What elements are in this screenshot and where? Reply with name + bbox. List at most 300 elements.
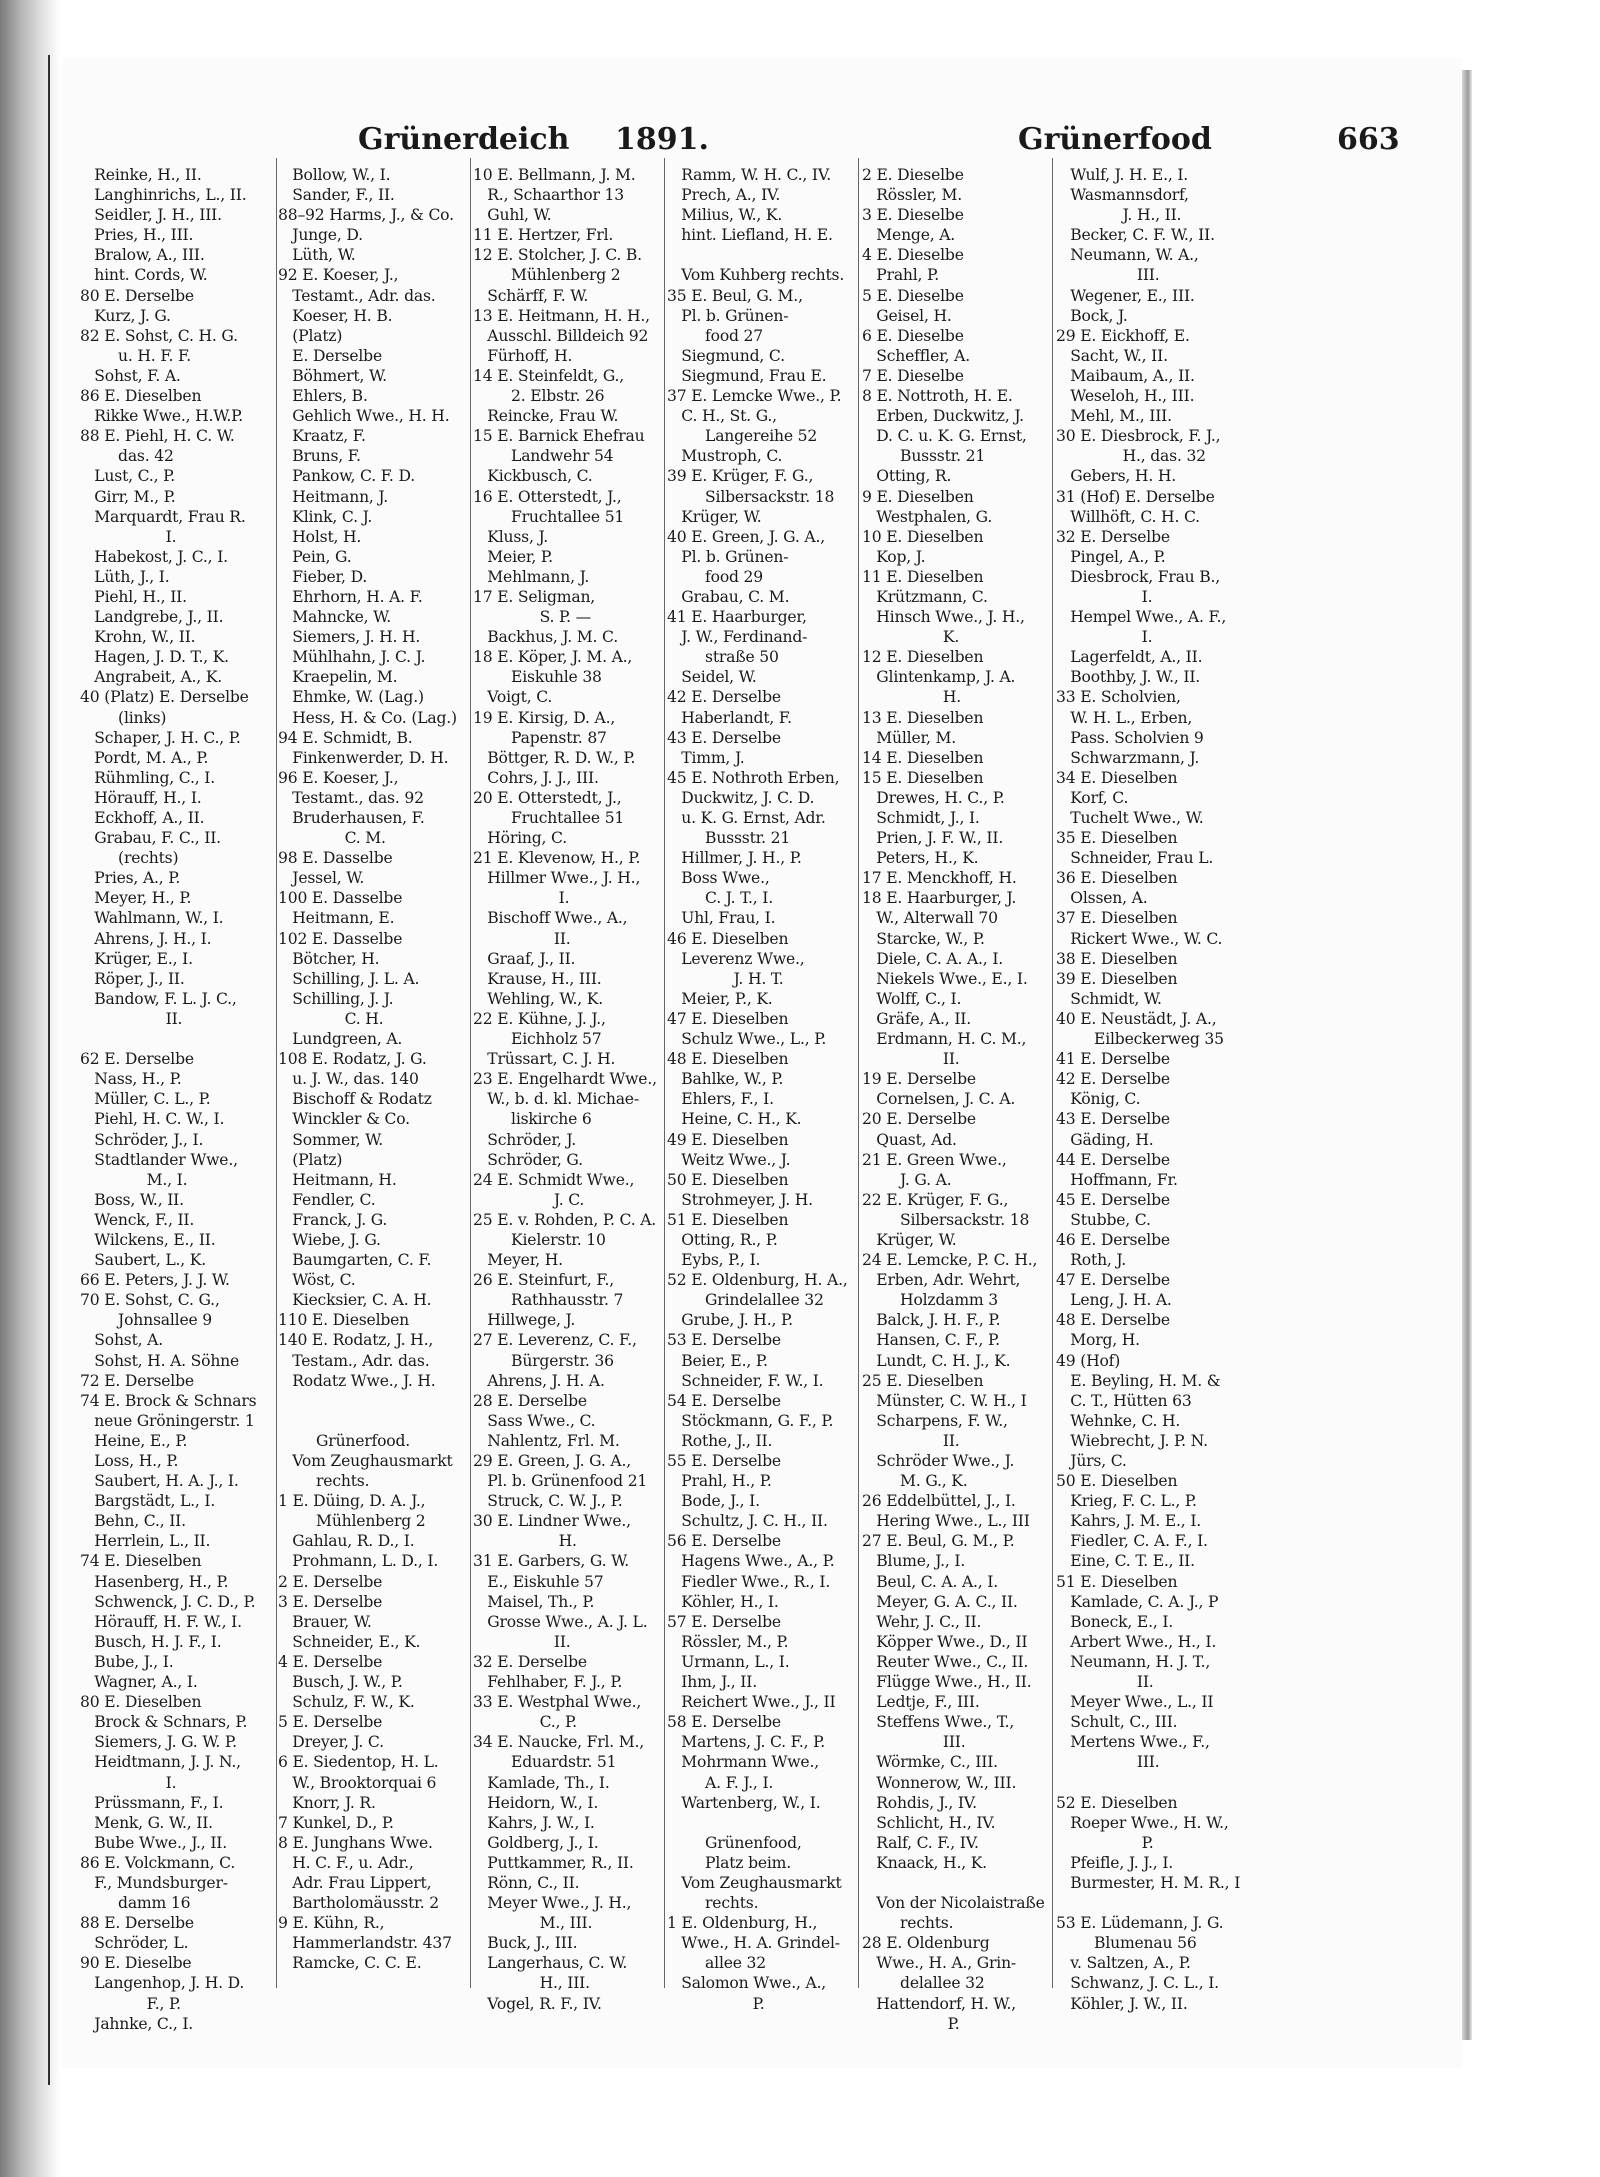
- directory-entry: Knaack, H., K.: [862, 1853, 987, 1872]
- directory-entry: Kop, J.: [862, 547, 926, 566]
- directory-entry: I.: [1056, 587, 1153, 606]
- directory-entry: Voigt, C.: [473, 688, 553, 707]
- directory-entry: 27 E. Leverenz, C. F.,: [473, 1331, 637, 1350]
- directory-entry: 33 E. Westphal Wwe.,: [473, 1693, 642, 1712]
- directory-entry: 45 E. Derselbe: [1056, 1190, 1170, 1209]
- directory-entry: Behn, C., II.: [80, 1512, 186, 1531]
- directory-entry: 42 E. Derselbe: [1056, 1070, 1170, 1089]
- directory-entry: Fruchtallee 51: [473, 507, 625, 526]
- directory-entry: Milius, W., K.: [667, 206, 783, 225]
- directory-entry: Morg, H.: [1056, 1331, 1140, 1350]
- directory-entry: 40 E. Green, J. G. A.,: [667, 527, 825, 546]
- directory-entry: P.: [1056, 1833, 1154, 1852]
- directory-entry: 44 E. Derselbe: [1056, 1150, 1170, 1169]
- directory-entry: J. C.: [473, 1190, 585, 1209]
- directory-entry: Ralf, C. F., IV.: [862, 1833, 979, 1852]
- directory-entry: Duckwitz, J. C. D.: [667, 788, 815, 807]
- directory-entry: Mertens Wwe., F.,: [1056, 1733, 1210, 1752]
- directory-entry: u. K. G. Ernst, Adr.: [667, 809, 826, 827]
- directory-entry: H.: [862, 688, 962, 707]
- directory-column-6: [1056, 165, 1244, 2014]
- directory-entry: Köhler, J. W., II.: [1056, 1994, 1188, 2013]
- directory-entry: Langhinrichs, L., II.: [80, 186, 247, 205]
- directory-entry: 2 E. Derselbe: [278, 1572, 383, 1591]
- directory-entry: Eine, C. T. E., II.: [1056, 1552, 1195, 1571]
- directory-entry: II.: [862, 1431, 960, 1450]
- directory-entry: 43 E. Derselbe: [1056, 1110, 1170, 1129]
- directory-entry: 27 E. Beul, G. M., P.: [862, 1532, 1015, 1551]
- directory-entry: 88 E. Derselbe: [80, 1914, 194, 1933]
- directory-entry: Hempel Wwe., A. F.,: [1056, 608, 1227, 627]
- directory-entry: Ausschl. Billdeich 92: [473, 326, 649, 345]
- directory-entry: u. H. F. F.: [80, 346, 191, 365]
- directory-entry: damm 16: [80, 1894, 191, 1913]
- directory-entry: Trüssart, C. J. H.: [473, 1050, 616, 1069]
- directory-entry: Kamlade, C. A. J., P: [1056, 1592, 1219, 1611]
- directory-entry: 74 E. Brock & Schnars: [80, 1391, 257, 1410]
- directory-entry: Schilling, J. J.: [278, 989, 394, 1008]
- directory-entry: Adr. Frau Lippert,: [278, 1873, 432, 1892]
- directory-entry: Schröder, J., I.: [80, 1130, 204, 1149]
- directory-entry: Sohst, F. A.: [80, 366, 181, 385]
- directory-entry: Diesbrock, Frau B.,: [1056, 567, 1221, 586]
- directory-entry: Brock & Schnars, P.: [80, 1713, 248, 1732]
- directory-entry: 70 E. Sohst, C. G.,: [80, 1291, 220, 1310]
- directory-entry: Kickbusch, C.: [473, 467, 593, 486]
- directory-entry: 39 E. Dieselben: [1056, 969, 1178, 988]
- directory-entry: Grabau, C. M.: [667, 587, 790, 606]
- directory-entry: Bargstädt, L., I.: [80, 1492, 216, 1511]
- directory-entry: Vom Kuhberg rechts.: [667, 266, 845, 285]
- directory-entry: Schaper, J. H. C., P.: [80, 728, 241, 747]
- directory-entry: Heidorn, W., I.: [473, 1793, 599, 1812]
- directory-entry: Mühlhahn, J. C. J.: [278, 648, 426, 667]
- directory-entry: Geisel, H.: [862, 306, 952, 325]
- directory-entry: Hoffmann, Fr.: [1056, 1170, 1178, 1189]
- directory-entry: Schwenck, J. C. D., P.: [80, 1592, 256, 1611]
- directory-entry: P.: [862, 2014, 960, 2033]
- directory-entry: Eichholz 57: [473, 1030, 602, 1049]
- scan-shadow: [0, 0, 60, 2177]
- directory-entry: J. G. A.: [862, 1170, 952, 1189]
- directory-entry: 8 E. Nottroth, H. E.: [862, 387, 1013, 406]
- directory-entry: Busch, J. W., P.: [278, 1673, 403, 1692]
- directory-entry: Cornelsen, J. C. A.: [862, 1090, 1016, 1109]
- directory-entry: Burmester, H. M. R., I: [1056, 1873, 1241, 1892]
- directory-entry: 23 E. Engelhardt Wwe.,: [473, 1070, 657, 1089]
- directory-entry: Mohrmann Wwe.,: [667, 1753, 819, 1772]
- directory-entry: 34 E. Dieselben: [1056, 768, 1178, 787]
- directory-entry: Krützmann, C.: [862, 587, 988, 606]
- directory-entry: III.: [1056, 266, 1160, 285]
- directory-entry: Holzdamm 3: [862, 1291, 998, 1310]
- directory-entry: 9 E. Dieselben: [862, 487, 974, 506]
- directory-entry: Schlicht, H., IV.: [862, 1813, 996, 1832]
- directory-entry: 11 E. Dieselben: [862, 567, 984, 586]
- directory-entry: Hillwege, J.: [473, 1311, 576, 1330]
- directory-entry: J. H. T.: [667, 969, 784, 988]
- directory-entry: Bötcher, H.: [278, 949, 380, 968]
- directory-entry: Vom Zeughausmarkt: [278, 1452, 453, 1470]
- directory-entry: Seidler, J. H., III.: [80, 206, 222, 225]
- directory-entry: 140 E. Rodatz, J. H.,: [278, 1331, 434, 1350]
- directory-entry: 5 E. Dieselbe: [862, 286, 964, 305]
- directory-entry: Boneck, E., I.: [1056, 1612, 1174, 1631]
- directory-entry: 14 E. Steinfeldt, G.,: [473, 366, 625, 385]
- directory-entry: Mühlenberg 2: [473, 266, 621, 285]
- directory-entry: 12 E. Dieselben: [862, 648, 984, 667]
- directory-entry: 2. Elbstr. 26: [473, 387, 605, 406]
- directory-entry: 22 E. Kühne, J. J.,: [473, 1009, 606, 1028]
- directory-entry: S. P. —: [473, 608, 592, 627]
- directory-entry: Fendler, C.: [278, 1190, 376, 1209]
- directory-entry: Platz beim.: [667, 1853, 792, 1872]
- directory-entry: Pries, H., III.: [80, 226, 194, 245]
- directory-entry: Junge, D.: [278, 226, 363, 245]
- directory-entry: Papenstr. 87: [473, 728, 607, 747]
- directory-entry: Schröder, L.: [80, 1934, 189, 1953]
- directory-entry: H. C. F., u. Adr.,: [278, 1853, 414, 1872]
- directory-entry: Gäding, H.: [1056, 1130, 1154, 1149]
- directory-entry: Puttkammer, R., II.: [473, 1853, 634, 1872]
- directory-entry: 13 E. Heitmann, H. H.,: [473, 306, 650, 325]
- directory-entry: W. H. L., Erben,: [1056, 708, 1193, 727]
- directory-entry: Röper, J., II.: [80, 969, 185, 988]
- directory-entry: Kluss, J.: [473, 527, 549, 546]
- directory-entry: Pl. b. Grünenfood 21: [473, 1472, 648, 1491]
- directory-entry: Wagner, A., I.: [80, 1673, 198, 1692]
- directory-entry: 54 E. Derselbe: [667, 1391, 781, 1410]
- directory-entry: Sass Wwe., C.: [473, 1411, 596, 1430]
- directory-entry: Wasmannsdorf,: [1056, 186, 1189, 205]
- directory-entry: Klink, C. J.: [278, 507, 373, 526]
- directory-entry: 3 E. Dieselbe: [862, 206, 964, 225]
- directory-entry: C., P.: [473, 1713, 577, 1732]
- directory-entry: Leng, J. H. A.: [1056, 1291, 1172, 1310]
- directory-entry: Kahrs, J. W., I.: [473, 1813, 595, 1832]
- directory-entry: Wegener, E., III.: [1056, 286, 1195, 305]
- directory-entry: hint. Liefland, H. E.: [667, 226, 833, 245]
- directory-entry: D. C. u. K. G. Ernst,: [862, 427, 1027, 446]
- directory-entry: 35 E. Beul, G. M.,: [667, 286, 803, 305]
- directory-entry: Bock, J.: [1056, 306, 1128, 325]
- directory-entry: Schmidt, W.: [1056, 989, 1162, 1008]
- directory-entry: Hattendorf, H. W.,: [862, 1994, 1017, 2013]
- directory-entry: 49 (Hof): [1056, 1351, 1121, 1370]
- directory-entry: Bode, J., I.: [667, 1492, 760, 1511]
- directory-entry: Bahlke, W., P.: [667, 1070, 784, 1089]
- directory-entry: Reincke, Frau W.: [473, 407, 619, 426]
- directory-entry: Bussstr. 21: [862, 447, 986, 466]
- directory-entry: Hansen, C. F., P.: [862, 1331, 1000, 1350]
- directory-entry: rechts.: [278, 1472, 370, 1491]
- directory-entry: 8 E. Junghans Wwe.: [278, 1833, 433, 1852]
- directory-entry: Reuter Wwe., C., II.: [862, 1652, 1029, 1671]
- directory-entry: 25 E. Dieselben: [862, 1371, 984, 1390]
- directory-entry: Siemers, J. G. W. P.: [80, 1733, 237, 1752]
- directory-entry: 34 E. Naucke, Frl. M.,: [473, 1733, 645, 1752]
- directory-entry: Wöst, C.: [278, 1271, 356, 1290]
- directory-entry: Backhus, J. M. C.: [473, 628, 618, 647]
- directory-entry: Krieg, F. C. L., P.: [1056, 1492, 1197, 1511]
- directory-entry: Weitz Wwe., J.: [667, 1150, 791, 1169]
- directory-entry: Mustroph, C.: [667, 447, 783, 466]
- column-rule: [276, 158, 277, 1988]
- directory-entry: Roeper Wwe., H. W.,: [1056, 1813, 1229, 1832]
- directory-entry: Goldberg, J., I.: [473, 1833, 599, 1852]
- page-edge: [1462, 70, 1472, 2040]
- directory-entry: 31 (Hof) E. Derselbe: [1056, 487, 1215, 506]
- directory-entry: Schmidt, J., I.: [862, 809, 980, 827]
- header-right: Grünerfood: [1018, 122, 1212, 157]
- directory-entry: Scheffler, A.: [862, 346, 970, 365]
- directory-entry: food 27: [667, 326, 763, 345]
- directory-entry: Hagens Wwe., A., P.: [667, 1552, 835, 1571]
- directory-entry: II.: [862, 1050, 960, 1069]
- directory-entry: 74 E. Dieselben: [80, 1552, 202, 1571]
- directory-entry: Winckler & Co.: [278, 1110, 410, 1129]
- directory-entry: H., das. 32: [1056, 447, 1206, 466]
- directory-entry: Bollow, W., I.: [278, 166, 391, 184]
- directory-entry: Wehling, W., K.: [473, 989, 603, 1008]
- directory-entry: Lust, C., P.: [80, 467, 175, 486]
- page-header: [100, 122, 1445, 162]
- directory-entry: Schwanz, J. C. L., I.: [1056, 1974, 1219, 1993]
- directory-entry: C. H.: [278, 1009, 384, 1028]
- directory-entry: Koeser, H. B.: [278, 306, 393, 325]
- directory-entry: König, C.: [1056, 1090, 1141, 1109]
- directory-entry: Balck, J. H. F., P.: [862, 1311, 1001, 1330]
- directory-entry: 35 E. Dieselben: [1056, 829, 1178, 848]
- directory-entry: 94 E. Schmidt, B.: [278, 728, 413, 747]
- directory-entry: Prohmann, L. D., I.: [278, 1552, 439, 1571]
- directory-entry: III.: [862, 1733, 966, 1752]
- directory-entry: 42 E. Derselbe: [667, 688, 781, 707]
- directory-entry: Rönn, C., II.: [473, 1873, 580, 1892]
- directory-entry: 66 E. Peters, J. J. W.: [80, 1271, 230, 1290]
- directory-entry: 18 E. Köper, J. M. A.,: [473, 648, 633, 667]
- directory-entry: u. J. W., das. 140: [278, 1070, 419, 1089]
- directory-entry: Von der Nicolaistraße: [862, 1894, 1045, 1913]
- directory-entry: W., Alterwall 70: [862, 909, 998, 928]
- directory-entry: 110 E. Dieselben: [278, 1311, 410, 1330]
- directory-entry: 17 E. Seligman,: [473, 587, 596, 606]
- directory-entry: 30 E. Diesbrock, F. J.,: [1056, 427, 1221, 446]
- directory-entry: straße 50: [667, 648, 779, 667]
- directory-entry: Landgrebe, J., II.: [80, 608, 224, 627]
- directory-entry: Drewes, H. C., P.: [862, 788, 1005, 807]
- directory-entry: Grünenfood,: [667, 1833, 802, 1852]
- directory-entry: Siegmund, Frau E.: [667, 366, 827, 385]
- directory-entry: 26 E. Steinfurt, F.,: [473, 1271, 615, 1290]
- directory-entry: Pass. Scholvien 9: [1056, 728, 1204, 747]
- directory-entry: Pankow, C. F. D.: [278, 467, 415, 486]
- directory-entry: Guhl, W.: [473, 206, 552, 225]
- directory-entry: Buck, J., III.: [473, 1934, 578, 1953]
- directory-entry: Bruderhausen, F.: [278, 809, 425, 827]
- directory-entry: Wilckens, E., II.: [80, 1230, 216, 1249]
- directory-entry: Hess, H. & Co. (Lag.): [278, 708, 457, 727]
- directory-entry: Bralow, A., III.: [80, 246, 205, 265]
- directory-entry: Ehrhorn, H. A. F.: [278, 587, 423, 606]
- directory-entry: Pries, A., P.: [80, 869, 181, 888]
- directory-entry: 13 E. Dieselben: [862, 708, 984, 727]
- directory-entry: Maibaum, A., II.: [1056, 366, 1195, 385]
- directory-entry: Schröder, G.: [473, 1150, 583, 1169]
- directory-entry: Hagen, J. D. T., K.: [80, 648, 229, 667]
- directory-entry: Pl. b. Grünen-: [667, 547, 789, 566]
- directory-entry: 7 E. Dieselbe: [862, 366, 964, 385]
- directory-entry: 29 E. Eickhoff, E.: [1056, 326, 1190, 345]
- directory-entry: neue Gröningerstr. 1: [80, 1411, 255, 1430]
- directory-entry: 41 E. Derselbe: [1056, 1050, 1170, 1069]
- directory-entry: 51 E. Dieselben: [667, 1210, 789, 1229]
- directory-entry: 11 E. Hertzer, Frl.: [473, 226, 614, 245]
- directory-entry: 46 E. Dieselben: [667, 929, 789, 948]
- directory-entry: 19 E. Derselbe: [862, 1070, 976, 1089]
- directory-entry: Meyer Wwe., L., II: [1056, 1693, 1214, 1712]
- directory-entry: C. M.: [278, 829, 386, 848]
- directory-entry: Scharpens, F. W.,: [862, 1411, 1008, 1430]
- directory-entry: Neumann, H. J. T.,: [1056, 1652, 1211, 1671]
- directory-entry: Heine, E., P.: [80, 1431, 188, 1450]
- directory-entry: 48 E. Dieselben: [667, 1050, 789, 1069]
- directory-entry: Boss Wwe.,: [667, 869, 770, 888]
- directory-entry: Gehlich Wwe., H. H.: [278, 407, 450, 426]
- directory-entry: Urmann, L., I.: [667, 1652, 790, 1671]
- directory-entry: 38 E. Dieselben: [1056, 949, 1178, 968]
- directory-entry: Franck, J. G.: [278, 1210, 388, 1229]
- directory-entry: Landwehr 54: [473, 447, 614, 466]
- directory-entry: Kamlade, Th., I.: [473, 1773, 610, 1792]
- directory-entry: 50 E. Dieselben: [1056, 1472, 1178, 1491]
- directory-entry: Lundgreen, A.: [278, 1030, 403, 1049]
- directory-entry: H., III.: [473, 1974, 590, 1993]
- directory-entry: Heine, C. H., K.: [667, 1110, 802, 1129]
- directory-entry: Fieber, D.: [278, 567, 368, 586]
- directory-entry: Ehmke, W. (Lag.): [278, 688, 424, 707]
- directory-entry: Grindelallee 32: [667, 1291, 824, 1310]
- directory-entry: II.: [1056, 1673, 1154, 1692]
- directory-entry: Vogel, R. F., IV.: [473, 1994, 602, 2013]
- directory-entry: Prahl, P.: [862, 266, 939, 285]
- directory-entry: Böhmert, W.: [278, 366, 387, 385]
- directory-entry: Meyer, G. A. C., II.: [862, 1592, 1018, 1611]
- directory-entry: Rothe, J., II.: [667, 1431, 773, 1450]
- directory-entry: Leverenz Wwe.,: [667, 949, 805, 968]
- directory-entry: 19 E. Kirsig, D. A.,: [473, 708, 616, 727]
- directory-entry: 6 E. Siedentop, H. L.: [278, 1753, 439, 1772]
- directory-entry: Eiskuhle 38: [473, 668, 602, 687]
- directory-entry: hint. Cords, W.: [80, 266, 208, 285]
- directory-entry: Fürhoff, H.: [473, 346, 573, 365]
- directory-entry: Uhl, Frau, I.: [667, 909, 776, 928]
- directory-entry: 49 E. Dieselben: [667, 1130, 789, 1149]
- directory-entry: food 29: [667, 567, 763, 586]
- directory-entry: 50 E. Dieselben: [667, 1170, 789, 1189]
- directory-entry: R., Schaarthor 13: [473, 186, 624, 205]
- directory-entry: 46 E. Derselbe: [1056, 1230, 1170, 1249]
- directory-column-5: [862, 165, 1050, 2034]
- directory-entry: 17 E. Menckhoff, H.: [862, 869, 1017, 888]
- directory-entry: Piehl, H., II.: [80, 587, 187, 606]
- directory-column-4: [667, 165, 855, 2014]
- directory-entry: 53 E. Derselbe: [667, 1331, 781, 1350]
- directory-entry: 7 Kunkel, D., P.: [278, 1813, 394, 1832]
- directory-entry: Erben, Duckwitz, J.: [862, 407, 1024, 426]
- directory-entry: 25 E. v. Rohden, P. C. A.: [473, 1210, 657, 1229]
- directory-entry: Rathhausstr. 7: [473, 1291, 624, 1310]
- directory-entry: F., Mundsburger-: [80, 1873, 228, 1892]
- directory-entry: 18 E. Haarburger, J.: [862, 889, 1017, 908]
- directory-entry: [80, 1029, 268, 1049]
- directory-entry: Siegmund, C.: [667, 346, 785, 365]
- directory-entry: Kahrs, J. M. E., I.: [1056, 1512, 1202, 1531]
- directory-entry: Krüger, W.: [862, 1230, 957, 1249]
- directory-entry: Wenck, F., II.: [80, 1210, 195, 1229]
- directory-entry: Steffens Wwe., T.,: [862, 1713, 1015, 1732]
- directory-entry: E. Beyling, H. M. &: [1056, 1371, 1221, 1390]
- directory-entry: 32 E. Derselbe: [473, 1652, 587, 1671]
- directory-entry: Schneider, Frau L.: [1056, 849, 1214, 868]
- directory-entry: Otting, R., P.: [667, 1230, 778, 1249]
- directory-entry: 5 E. Derselbe: [278, 1713, 383, 1732]
- directory-entry: Brauer, W.: [278, 1612, 372, 1631]
- directory-entry: Grube, J. H., P.: [667, 1311, 793, 1330]
- directory-entry: Starcke, W., P.: [862, 929, 985, 948]
- directory-entry: Ramcke, C. C. E.: [278, 1954, 422, 1973]
- directory-entry: Quast, Ad.: [862, 1130, 957, 1149]
- directory-entry: Lüth, W.: [278, 246, 356, 265]
- directory-entry: Rickert Wwe., W. C.: [1056, 929, 1223, 948]
- directory-entry: Flügge Wwe., H., II.: [862, 1673, 1032, 1692]
- directory-entry: 47 E. Derselbe: [1056, 1271, 1170, 1290]
- directory-entry: Prahl, H., P.: [667, 1472, 772, 1491]
- directory-entry: liskirche 6: [473, 1110, 592, 1129]
- directory-entry: 37 E. Dieselben: [1056, 909, 1178, 928]
- directory-entry: Grabau, F. C., II.: [80, 829, 221, 848]
- directory-entry: Blumenau 56: [1056, 1934, 1197, 1953]
- directory-entry: Rodatz Wwe., J. H.: [278, 1371, 436, 1390]
- directory-entry: Habekost, J. C., I.: [80, 547, 228, 566]
- directory-entry: Nass, H., P.: [80, 1070, 182, 1089]
- directory-entry: 6 E. Dieselbe: [862, 326, 964, 345]
- directory-entry: Sommer, W.: [278, 1130, 384, 1149]
- directory-entry: Pein, G.: [278, 547, 352, 566]
- directory-entry: Erdmann, H. C. M.,: [862, 1030, 1027, 1049]
- directory-entry: Eybs, P., I.: [667, 1251, 761, 1270]
- directory-entry: Struck, C. W. J., P.: [473, 1492, 623, 1511]
- directory-entry: 33 E. Scholvien,: [1056, 688, 1181, 707]
- directory-entry: (Platz): [278, 326, 343, 345]
- directory-entry: 10 E. Bellmann, J. M.: [473, 166, 636, 184]
- directory-entry: Gahlau, R. D., I.: [278, 1532, 415, 1551]
- directory-entry: Otting, R.: [862, 467, 952, 486]
- directory-entry: Wiebrecht, J. P. N.: [1056, 1431, 1208, 1450]
- directory-entry: Ledtje, F., III.: [862, 1693, 980, 1712]
- directory-entry: Bischoff & Rodatz: [278, 1090, 432, 1109]
- directory-entry: 62 E. Derselbe: [80, 1050, 194, 1069]
- directory-entry: Heidtmann, J. J. N.,: [80, 1753, 241, 1772]
- directory-entry: Wiebe, J. G.: [278, 1230, 381, 1249]
- directory-entry: [1056, 1773, 1244, 1793]
- directory-entry: Hasenberg, H., P.: [80, 1572, 229, 1591]
- directory-entry: Sacht, W., II.: [1056, 346, 1168, 365]
- directory-entry: Olssen, A.: [1056, 889, 1148, 908]
- directory-entry: Roth, J.: [1056, 1251, 1127, 1270]
- directory-entry: F., P.: [80, 1994, 181, 2013]
- directory-entry: Timm, J.: [667, 748, 745, 767]
